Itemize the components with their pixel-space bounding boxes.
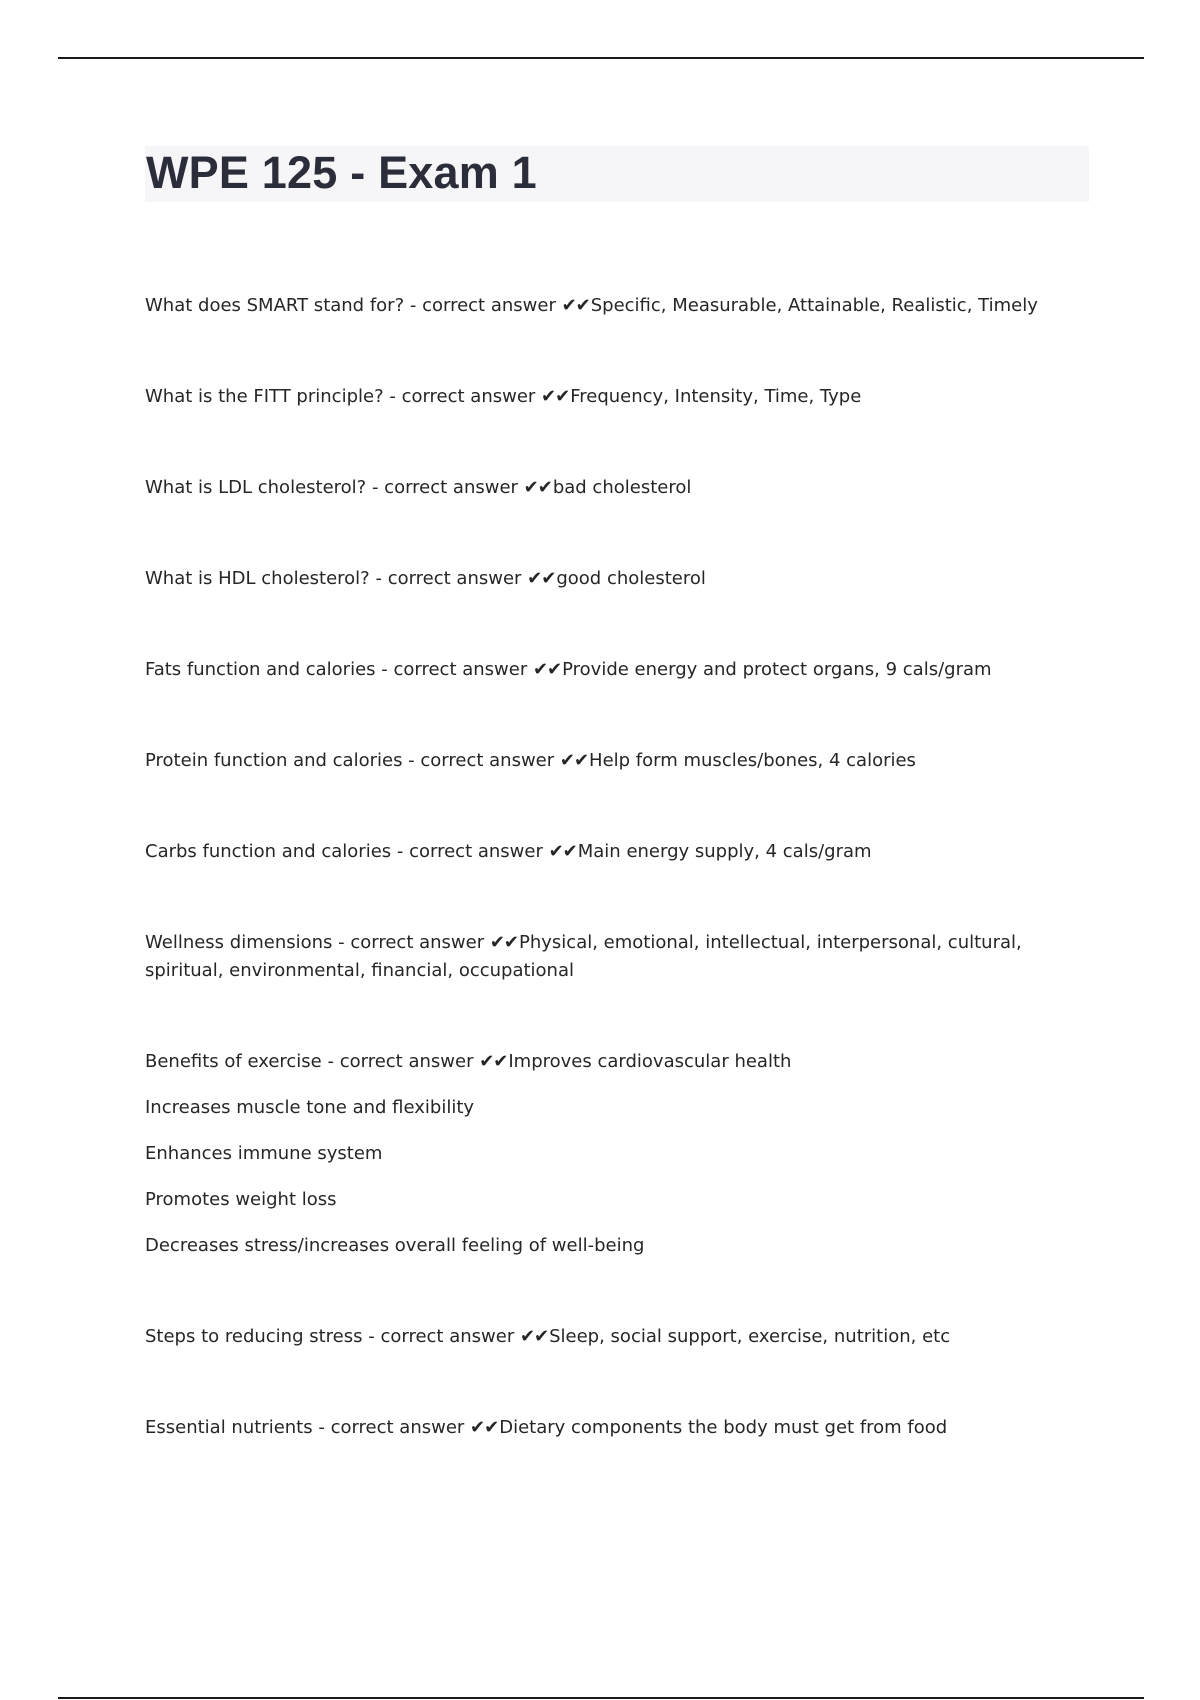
flashcard-question: What does SMART stand for? [145,295,405,316]
double-check-icon: ✔✔ [470,1417,499,1438]
correct-answer-label: - correct answer [375,659,533,680]
correct-answer-label: - correct answer [332,932,490,953]
flashcard [145,565,1085,593]
correct-answer-label: - correct answer [369,568,528,589]
correct-answer-label: - correct answer [312,1417,471,1438]
flashcard-answer-line: Decreases stress/increases overall feeling of well-being [145,1235,645,1256]
flashcard [145,383,1085,411]
flashcard-answer: Dietary components the body must get from food [499,1417,948,1438]
flashcard-answer: Specific, Measurable, Attainable, Realistic, Timely [590,295,1038,316]
double-check-icon: ✔✔ [527,568,556,589]
flashcard-question: What is LDL cholesterol? [145,477,367,498]
flashcard-main-line [145,929,1085,985]
flashcard-question: Carbs function and calories [145,841,392,862]
flashcard-answer-line: Promotes weight loss [145,1189,337,1210]
flashcard [145,747,1085,775]
correct-answer-label: - correct answer [321,1051,480,1072]
flashcard-main-line [145,474,1085,502]
correct-answer-label: - correct answer [402,750,560,771]
flashcard-question: What is the FITT principle? [145,386,384,407]
flashcard-answer: Sleep, social support, exercise, nutrition, etc [549,1326,951,1347]
flashcard-main-line [145,1414,1085,1442]
top-rule [58,57,1144,59]
correct-answer-label: - correct answer [391,841,549,862]
flashcard-answer: bad cholesterol [552,477,692,498]
correct-answer-label: - correct answer [383,386,542,407]
flashcard-answer: Physical, emotional, intellectual, interpersonal, cultural, spiritual, environmental, financial, occupational [145,932,1022,981]
flashcard-main-line [145,383,1085,411]
flashcard [145,1323,1085,1351]
double-check-icon: ✔✔ [489,932,518,953]
flashcard-main-line [145,1048,1085,1076]
flashcard-question: Wellness dimensions [145,932,333,953]
flashcard-question: What is HDL cholesterol? [145,568,370,589]
double-check-icon: ✔✔ [519,1326,549,1347]
page-title: WPE 125 - Exam 1 [146,147,537,198]
flashcard-answer: Help form muscles/bones, 4 calories [589,750,916,771]
flashcard [145,1414,1085,1442]
flashcard [145,292,1085,320]
flashcard [145,1048,1085,1260]
flashcard-main-line [145,565,1085,593]
double-check-icon: ✔✔ [559,750,589,771]
correct-answer-label: - correct answer [404,295,562,316]
flashcard-main-line [145,1323,1085,1351]
double-check-icon: ✔✔ [548,841,577,862]
flashcard [145,474,1085,502]
double-check-icon: ✔✔ [541,386,570,407]
double-check-icon: ✔✔ [479,1051,508,1072]
flashcard [145,929,1085,985]
flashcard-main-line [145,656,1085,684]
flashcard-answer-line: Enhances immune system [145,1143,383,1164]
flashcard-answer: Provide energy and protect organs, 9 cals/gram [562,659,992,680]
flashcard-question: Benefits of exercise [145,1051,322,1072]
correct-answer-label: - correct answer [362,1326,520,1347]
flashcard [145,656,1085,684]
flashcard-answer-line: Increases muscle tone and flexibility [145,1097,475,1118]
flashcard-list [145,292,1085,1505]
correct-answer-label: - correct answer [366,477,524,498]
flashcard-answer: Main energy supply, 4 cals/gram [577,841,872,862]
bottom-rule [58,1697,1144,1699]
flashcard-question: Protein function and calories [145,750,403,771]
flashcard-answer: Frequency, Intensity, Time, Type [570,386,862,407]
flashcard-question: Fats function and calories [145,659,376,680]
flashcard-question: Steps to reducing stress [145,1326,363,1347]
flashcard-question: Essential nutrients [145,1417,313,1438]
flashcard-main-line [145,838,1085,866]
flashcard-answer: good cholesterol [556,568,706,589]
double-check-icon: ✔✔ [561,295,590,316]
flashcard [145,838,1085,866]
flashcard-main-line [145,292,1085,320]
double-check-icon: ✔✔ [523,477,552,498]
flashcard-answer: Improves cardiovascular health [508,1051,792,1072]
flashcard-main-line [145,747,1085,775]
double-check-icon: ✔✔ [532,659,562,680]
